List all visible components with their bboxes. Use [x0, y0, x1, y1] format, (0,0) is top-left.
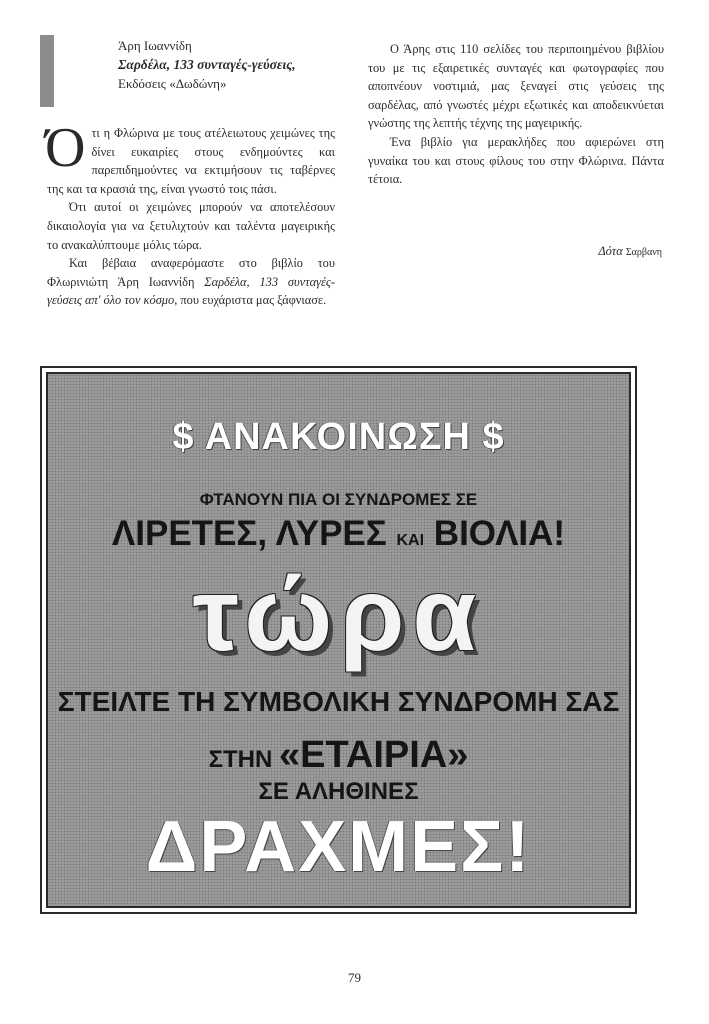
article-paragraph-3	[47, 254, 335, 310]
signature-first-name: Δότα	[598, 244, 623, 258]
currencies-text-1: ΛΙΡΕΤΕΣ, ΛΥΡΕΣ	[111, 514, 397, 553]
book-title-reference: Σαρδέλα, 133 συνταγές-γεύσεις απ' όλο τον κόσμο	[47, 274, 335, 308]
announcement-box	[40, 366, 637, 914]
announcement-drachmas: ΔΡΑΧΜΕΣ!	[145, 807, 532, 887]
currencies-conjunction: ΚΑΙ	[396, 532, 425, 549]
announcement-line-company	[48, 734, 629, 777]
article-paragraph-1	[45, 117, 335, 198]
author-signature	[480, 244, 662, 259]
section-marker-bar	[40, 35, 54, 107]
company-prefix: ΣΤΗΝ	[208, 746, 280, 773]
book-title: Σαρδέλα, 133 συνταγές-γεύσεις,	[118, 57, 296, 72]
currencies-text-2: ΒΙΟΛΙΑ!	[424, 514, 566, 553]
announcement-line-currencies	[48, 514, 629, 554]
announcement-panel	[46, 372, 631, 908]
signature-last-name: Σαρβανη	[625, 247, 662, 258]
article-right-column	[368, 40, 664, 189]
article-paragraph-2: Ότι αυτοί οι χειμώνες μπορούν να αποτελέσουν δικαιολογία για να ξετυλιχτούν και ταλέντα μαγειρικής το ανακαλύπτουμε μόλις τώρα.	[47, 200, 335, 252]
announcement-heading: $ ΑΝΑΚΟΙΝΩΣΗ $	[172, 416, 505, 458]
drop-cap: Ό	[45, 117, 86, 179]
company-name: «ΕΤΑΙΡΙΑ»	[279, 734, 469, 776]
article-paragraph-4: Ο Άρης στις 110 σελίδες του περιποιημένου βιβλίου του με τις εξαιρετικές συνταγές και φωτογραφίες που αποπνέουν νοστιμιά, μας ξεναγεί στις γεύσεις της σαρδέλας, από γνωστές μέχρι εξωτικές και αποδεικνύεται γνώστης της λεπτής τέχνης της μαγειρικής.	[368, 42, 664, 131]
paragraph-1-text: τι η Φλώρινα με τους ατέλειωτους χειμώνες της δίνει ευκαιρίες στους ενδημούντες και παρεπιδημούντες να εκτιμήσουν τις ταβέρνες της και τα κρασιά της, είναι γνωστό τοις πάσι.	[47, 126, 335, 196]
book-publisher: Εκδόσεις «Δωδώνη»	[118, 76, 227, 91]
announcement-tora-word: τώρα	[192, 557, 485, 673]
paragraph-3-end: , που ευχάριστα μας ξάφνιασε.	[174, 293, 327, 308]
book-author: Άρη Ιωαννίδη	[118, 38, 192, 53]
article-left-column	[45, 117, 335, 310]
announcement-line-send: ΣΤΕΙΛΤΕ ΤΗ ΣΥΜΒΟΛΙΚΗ ΣΥΝΔΡΟΜΗ ΣΑΣ	[57, 686, 620, 717]
announcement-line-subscriptions: ΦΤΑΝΟΥΝ ΠΙΑ ΟΙ ΣΥΝΔΡΟΜΕΣ ΣΕ	[199, 490, 478, 509]
article-paragraph-5: Ένα βιβλίο για μερακλήδες που αφιερώνει στη γυναίκα του και στους φίλους του στην Φλώρινα. Πάντα τέτοια.	[368, 134, 664, 187]
book-info	[118, 36, 348, 93]
paragraph-3-start: Και βέβαια αναφερόμαστε στο βιβλίο του Φλωρινιώτη Άρη Ιωαννίδη	[47, 256, 335, 289]
announcement-line-real: ΣΕ ΑΛΗΘΙΝΕΣ	[258, 778, 419, 805]
page-number: 79	[348, 970, 361, 985]
